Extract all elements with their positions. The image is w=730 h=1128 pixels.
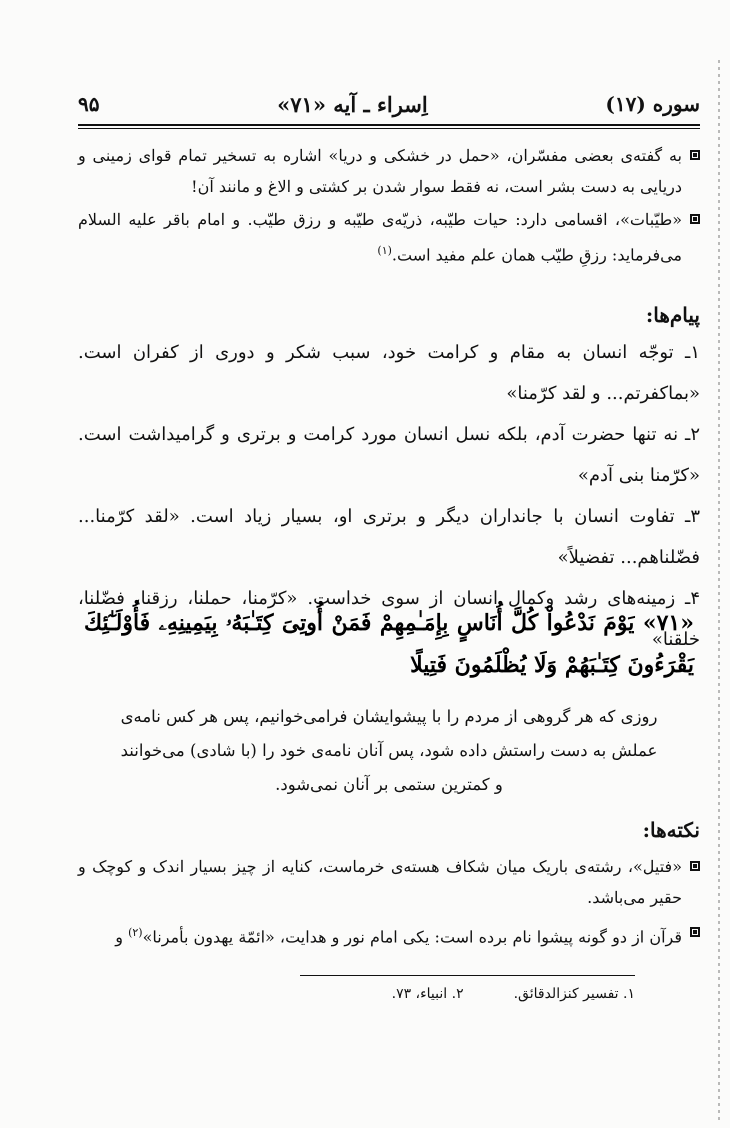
note-item — [78, 140, 700, 202]
verse-block — [78, 602, 700, 686]
square-bullet-icon — [690, 927, 700, 937]
verse-arabic: یَوْمَ نَدْعُواْ كُلَّ أُنَاسٍ بِإِمَـٰمِهِمْ فَمَنْ أُوتِیَ كِتَـٰبَهُۥ بِیَمِینِهِۦ فَأُوْلَـٰٓئِكَ یَقْرَءُونَ كِتَـٰبَهُمْ وَلَا یُظْلَمُونَ فَتِیلًا — [84, 610, 694, 678]
verse-translation: روزی که هر گروهی از مردم را با پیشوایشان فرامی‌خوانیم، پس هر کس نامه‌ی عملش به دست راستش داده شود، پس آنان نامه‌ی خود را (با شادی) می‌خوانند و کمترین ستمی بر آنان نمی‌شود. — [120, 707, 658, 794]
message-item: ۳ـ تفاوت انسان با جانداران دیگر و برتری او، بسیار زیاد است. «لقد کرّمنا... فضّلناهم... تفضیلاً» — [78, 506, 700, 568]
points-section — [78, 815, 700, 952]
message-item: ۱ـ توجّه انسان به مقام و کرامت خود، سبب شکر و دوری از کفران است. «بماکفرتم... و لقد کرّمنا» — [78, 342, 700, 404]
header-rule — [78, 124, 700, 126]
quran-verse — [78, 602, 700, 686]
note-text-wrap — [78, 204, 682, 270]
surah-label: سوره (۱۷) — [605, 92, 700, 116]
square-bullet-icon — [690, 214, 700, 224]
footnotes — [300, 986, 635, 1002]
footnote-rule — [300, 975, 635, 976]
footnote-ref: (۲) — [128, 926, 143, 939]
verse-number: «۷۱» — [642, 610, 694, 636]
page-number: ۹۵ — [78, 92, 100, 116]
square-bullet-icon — [690, 150, 700, 160]
footnote-1: ۱. تفسیر کنزالدقائق. — [513, 986, 635, 1002]
messages-heading: پیام‌ها: — [645, 303, 700, 327]
footnote-ref: (۱) — [377, 244, 392, 257]
header-rule-thin — [78, 128, 700, 129]
note-item — [78, 204, 700, 270]
points-heading: نکته‌ها: — [642, 818, 700, 842]
top-notes — [78, 140, 700, 270]
page-edge-shadow — [718, 60, 720, 1120]
message-item: ۴ـ زمینه‌های رشد وکمال انسان از سوی خداست. «کرّمنا، حملنا، رزقنا، فضّلنا، خلقنا» — [78, 588, 700, 650]
message-item: ۲ـ نه تنها حضرت آدم، بلکه نسل انسان مورد کرامت و برتری و گرامیداشت است. «کرّمنا بنی آدم» — [78, 424, 700, 486]
point-text: قرآن از دو گونه پیشوا نام برده است: یکی امام نور و هدایت، «ائمّة یهدون بأمرنا» — [142, 927, 682, 947]
point-text-wrap — [78, 917, 682, 952]
square-bullet-icon — [690, 861, 700, 871]
running-header — [78, 88, 700, 120]
footnote-2: ۲. انبیاء، ۷۳. — [391, 986, 464, 1002]
point-item — [78, 917, 700, 952]
point-item — [78, 851, 700, 913]
note-text: «طیّبات»، اقسامی دارد: حیات طیّبه، ذریّه‌ی طیّبه و رزق طیّب. و امام باقر علیه السلام می‌فرماید: رزقِ طیّب همان علم مفید است. — [78, 210, 682, 265]
note-text: به گفته‌ی بعضی مفسّران، «حمل در خشکی و دریا» اشاره به تسخیر تمام قوای زمینی و دریایی به دست بشر است، نه فقط سوار شدن بر کشتی و الاغ و مانند آن! — [78, 146, 682, 196]
point-tail: و — [115, 927, 129, 947]
translation-block — [78, 700, 700, 802]
header-title: اِسراء ـ آیه «۷۱» — [277, 91, 428, 117]
point-text: «فتیل»، رشته‌ی باریک میان شکاف هسته‌ی خرماست، کنایه از چیز بسیار اندک و کوچک و حقیر می‌باشد. — [78, 857, 682, 907]
